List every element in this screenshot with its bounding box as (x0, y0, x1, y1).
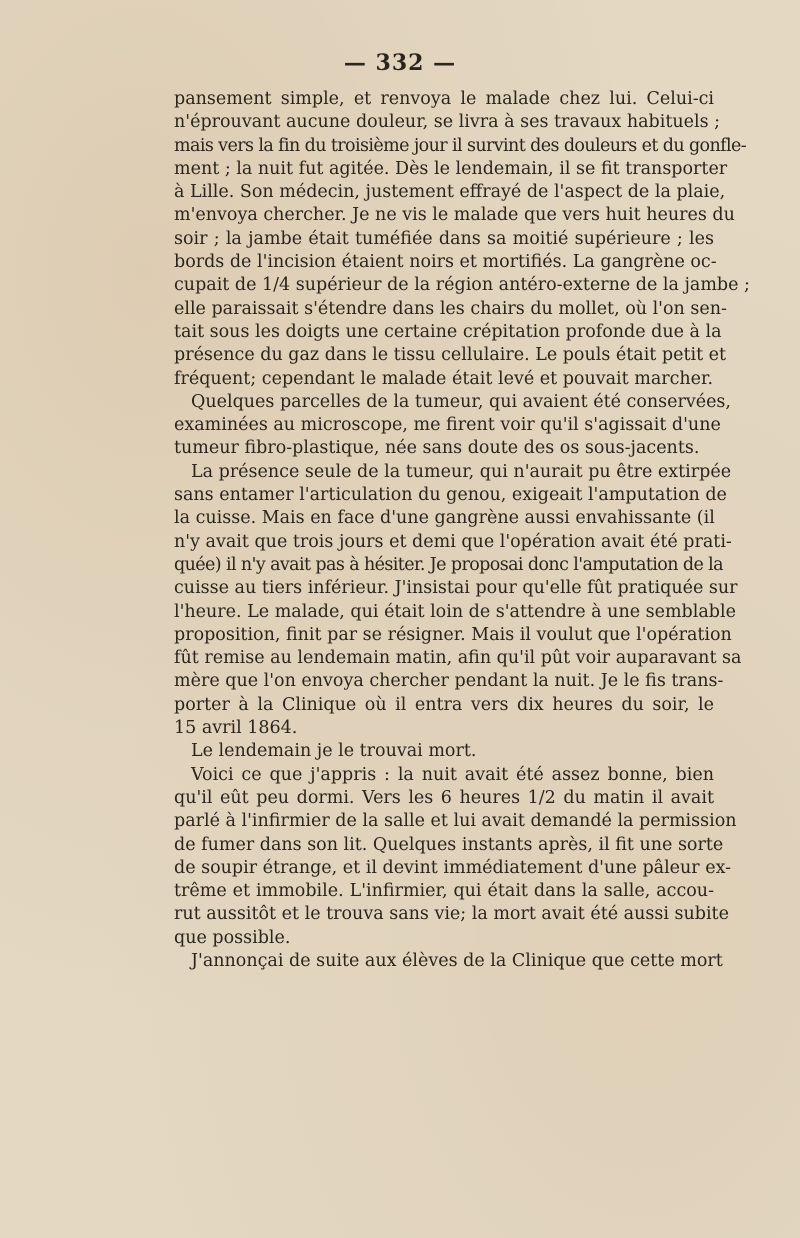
text-line: Quelques parcelles de la tumeur, qui avaient été conservées, (191, 391, 731, 412)
page-number: — 332 — (343, 50, 457, 76)
text-line: sans entamer l'articulation du genou, exigeait l'amputation de (174, 485, 727, 506)
text-line: parlé à l'infirmier de la salle et lui avait demandé la permission (174, 811, 737, 832)
text-line: Voici ce que j'appris : la nuit avait été assez bonne, bien (191, 764, 714, 785)
text-line: fût remise au lendemain matin, afin qu'il pût voir auparavant sa (174, 648, 742, 669)
text-line: porter à la Clinique où il entra vers dix heures du soir, le (174, 694, 714, 715)
text-line: J'annonçai de suite aux élèves de la Clinique que cette mort (191, 950, 723, 971)
text-line: tait sous les doigts une certaine crépitation profonde due à la (174, 321, 722, 342)
text-line: mais vers la fin du troisième jour il survint des douleurs et du gonfle- (174, 135, 747, 156)
text-line: l'heure. Le malade, qui était loin de s'attendre à une semblable (174, 601, 736, 622)
text-line: trême et immobile. L'infirmier, qui était dans la salle, accou- (174, 881, 714, 902)
body-text (174, 88, 750, 973)
text-line: n'éprouvant aucune douleur, se livra à ses travaux habituels ; (174, 112, 721, 133)
text-line: à Lille. Son médecin, justement effrayé de l'aspect de la plaie, (174, 182, 726, 203)
text-line: qu'il eût peu dormi. Vers les 6 heures 1/2 du matin il avait (174, 787, 714, 808)
text-line: quée) il n'y avait pas à hésiter. Je proposai donc l'amputation de la (174, 554, 723, 575)
text-line: fréquent; cependant le malade était levé et pouvait marcher. (174, 368, 714, 389)
text-line: soir ; la jambe était tuméfiée dans sa moitié supérieure ; les (174, 228, 714, 249)
text-line: de soupir étrange, et il devint immédiatement d'une pâleur ex- (174, 857, 732, 878)
text-line: Le lendemain je le trouvai mort. (191, 741, 477, 762)
text-line: cupait de 1/4 supérieur de la région antéro-externe de la jambe ; (174, 275, 750, 296)
text-line: examinées au microscope, me firent voir qu'il s'agissait d'une (174, 415, 721, 436)
text-line: proposition, finit par se résigner. Mais il voulut que l'opération (174, 624, 732, 645)
text-line: ment ; la nuit fut agitée. Dès le lendemain, il se fit transporter (174, 158, 728, 179)
text-line: 15 avril 1864. (174, 718, 298, 739)
text-line: elle paraissait s'étendre dans les chairs du mollet, où l'on sen- (174, 298, 727, 319)
text-line: la cuisse. Mais en face d'une gangrène aussi envahissante (il (174, 508, 715, 529)
text-line: m'envoya chercher. Je ne vis le malade que vers huit heures du (174, 205, 735, 226)
text-line: pansement simple, et renvoya le malade chez lui. Celui-ci (174, 89, 714, 109)
text-line: présence du gaz dans le tissu cellulaire. Le pouls était petit et (174, 345, 727, 366)
text-line: La présence seule de la tumeur, qui n'aurait pu être extirpée (191, 461, 732, 482)
text-line: tumeur fibro-plastique, née sans doute des os sous-jacents. (174, 438, 700, 459)
text-line: n'y avait que trois jours et demi que l'opération avait été prati- (174, 531, 732, 552)
text-line: mère que l'on envoya chercher pendant la nuit. Je le fis trans- (174, 671, 724, 692)
text-line: que possible. (174, 927, 291, 948)
text-line: de fumer dans son lit. Quelques instants après, il fit une sorte (174, 834, 724, 855)
text-line: bords de l'incision étaient noirs et mortifiés. La gangrène oc- (174, 252, 717, 273)
text-line: rut aussitôt et le trouva sans vie; la mort avait été aussi subite (174, 904, 729, 925)
text-line: cuisse au tiers inférieur. J'insistai pour qu'elle fût pratiquée sur (174, 578, 738, 599)
